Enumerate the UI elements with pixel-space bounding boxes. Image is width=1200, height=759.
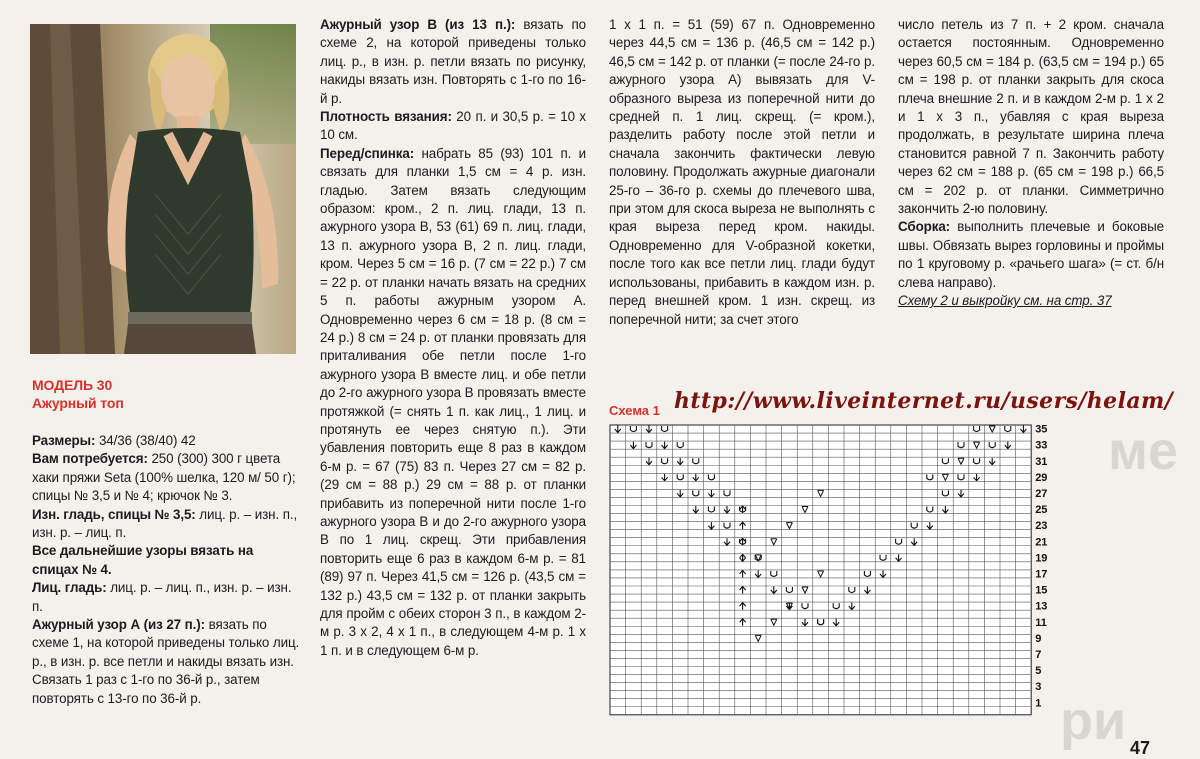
pattern-b-paragraph (320, 16, 586, 108)
column-3-text: 1 х 1 п. = 51 (59) 67 п. Одновременно через 44,5 см = 136 р. (46,5 см = 142 р.) 46,5 см = 142 р. от планки (= после 24-го р. ажурного узора А) вывязать для V-образного выреза из поперечной нити до средней п. 1 лиц. скрещ. (= кром.), разделить работу после этой петли и сначала закончить фактически левую половину. Продолжать ажурные диагонали 25-го – 36-го р. схемы до плечевого шва, при этом для скоса выреза не выполнять с края выреза перед кром. накиды. Одновременно для V-образной кокетки, после того как все петли лиц. глади будут использованы, прибавить в каждом изн. р. перед внешней кром. 1 изн. скрещ. из поперечной нити; за счет этого (609, 17, 875, 327)
knitting-chart (608, 424, 1068, 721)
chart-row-label: 9 (1035, 632, 1042, 645)
chart-row-label: 29 (1035, 471, 1048, 484)
sizes-value: 34/36 (38/40) 42 (95, 433, 196, 448)
model-title: МОДЕЛЬ 30 (32, 377, 113, 393)
chart-row-label: 17 (1035, 568, 1048, 581)
pattern-a-paragraph (32, 616, 300, 708)
chart-row-label: 1 (1035, 697, 1042, 710)
bleed-through-text: ри (1060, 691, 1127, 751)
chart-grid (608, 424, 1068, 716)
materials-label: Вам потребуется: (32, 451, 148, 467)
chart-row-label: 27 (1035, 487, 1048, 500)
model-subtitle: Ажурный топ (32, 395, 124, 411)
reverse-stockinette-paragraph (32, 506, 300, 543)
assembly-paragraph (898, 218, 1164, 292)
chart-row-label: 33 (1035, 439, 1048, 452)
model-photo (30, 24, 296, 354)
page-number: 47 (1130, 738, 1151, 758)
column-3 (609, 16, 875, 329)
assembly-label: Сборка: (898, 219, 951, 235)
chart-row-label: 25 (1035, 504, 1048, 517)
chart-row-label: 31 (1035, 455, 1048, 468)
pattern-a-value: вязать по схеме 1, на которой приведены только лиц. р., в изн. р. все петли и накиды вязать изн. Связать 1 раз с 1-го по 36-й р., затем повторять с 13-го по 36-й р. (32, 617, 300, 706)
column-2 (320, 16, 586, 660)
stockinette-paragraph (32, 579, 300, 616)
chart-row-label: 35 (1035, 424, 1048, 436)
page-reference: Схему 2 и выкройку см. на стр. 37 (898, 293, 1112, 309)
bleed-through-text: ме (1108, 421, 1178, 481)
density-label: Плотность вязания: (320, 109, 452, 125)
chart-row-label: 7 (1035, 648, 1042, 661)
assembly-value: выполнить плечевые и боковые швы. Обвязать вырез горловины и проймы по 1 круговому р. «рачьего шага» (= ст. б/н слева направо). (898, 219, 1164, 290)
reverse-stockinette-value: лиц. р. – изн. п., изн. р. – лиц. п. (32, 506, 298, 541)
front-back-value: набрать 85 (93) 101 п. и связать для планки 1,5 см = 4 р. изн. гладью. Затем вязать следующим образом: кром., 2 п. лиц. глади, 13 п. ажурного узора В, 53 (61) 69 п. лиц. глади, 13 п. ажурного узора В, 2 п. лиц. глади, кром. Через 5 см = 16 р. (7 см = 22 р.) 7 см = 22 р. от планки начать вязать на средних 5 п. работы ажурным узором А. Одновременно через 6 см = 18 р. (8 см = 24 р.) 8 см = 24 р. от планки провязать для приталивания обе петли после 1-го ажурного узора В вместе лиц. и обе петли до 2-го ажурного узора В провязать вместе протяжкой (= снять 1 п. как лиц., 1 лиц. и протянуть ее через снятую п.). Эти убавления повторить еще 8 раз в каждом 6-м р. = 67 (75) 83 п. Через 27 см = 82 р. (29 см = 88 р.) 29 см = 88 р. от планки прибавить из поперечной нити после 1-го ажурного узора В и до 2-го ажурного узора В по 1 лиц. скрещ. Эти прибавления повторить еще 6 раз в каждом 6-м р. = 81 (89) 97 п. Через 41,5 см = 126 р. (43,5 см = 132 р.) 43,5 см = 132 р. от планки закрыть для пройм с обеих сторон 3 п., в каждом 2-м р. 3 х 2, 4 х 1 п., в следующем 4-м р. 1 х 1 п. и в следующем 6-м р. (320, 145, 586, 658)
chart-row-label: 13 (1035, 600, 1048, 613)
reverse-stockinette-label: Изн. гладь, спицы № 3,5: (32, 506, 196, 522)
column-4-text: число петель из 7 п. + 2 кром. сначала остается постоянным. Одновременно через 60,5 см = 184 р. (63,5 см = 194 р.) 65 см = 198 р. от планки закрыть для скоса плеча внешние 2 п. и в каждом 2-м р. 1 х 2 и 1 х 3 п., убавляя с края выреза продолжать, в результате ширина плеча становится равной 7 п. Закончить работу через 62 см = 188 р. (65 см = 198 р.) 66,5 см = 202 р. от планки. Симметрично закончить 2-ю половину. (898, 17, 1164, 217)
stockinette-value: лиц. р. – лиц. п., изн. р. – изн. п. (32, 580, 292, 614)
photo-illustration (30, 24, 296, 354)
needles-note (32, 542, 300, 579)
materials-value: 250 (300) 300 г цвета хаки пряжи Seta (100% шелка, 120 м/ 50 г); спицы № 3,5 и № 4; крючок № 3. (32, 451, 296, 504)
density-value: 20 п. и 30,5 р. = 10 х 10 см. (320, 109, 587, 143)
chart-row-label: 15 (1035, 584, 1048, 597)
pattern-b-label: Ажурный узор В (из 13 п.): (320, 17, 516, 32)
front-back-label: Перед/спинка: (320, 145, 415, 161)
column-1 (32, 376, 300, 708)
chart-row-label: 3 (1035, 681, 1042, 694)
watermark-url: http://www.liveinternet.ru/users/helam/ (674, 388, 1174, 414)
needles-note-text: Все дальнейшие узоры вязать на спицах № 4. (32, 543, 254, 577)
sizes-paragraph (32, 432, 300, 450)
pattern-b-value: вязать по схеме 2, на которой приведены только лиц. р., в изн. р. петли вязать по рисунку, накиды вязать изн. Повторять с 1-го по 16-й р. (320, 17, 586, 106)
density-paragraph (320, 108, 586, 145)
stockinette-label: Лиц. гладь: (32, 580, 107, 596)
chart-row-label: 5 (1035, 665, 1042, 678)
chart-title: Схема 1 (609, 403, 660, 418)
front-back-paragraph (320, 145, 586, 660)
chart-row-label: 23 (1035, 520, 1048, 533)
chart-row-label: 19 (1035, 552, 1048, 565)
sizes-label: Размеры: (32, 433, 96, 448)
chart-row-label: 11 (1035, 616, 1047, 629)
chart-row-label: 21 (1035, 536, 1048, 549)
materials-paragraph (32, 450, 300, 505)
column-4 (898, 16, 1164, 311)
pattern-a-label: Ажурный узор А (из 27 п.): (32, 617, 205, 633)
